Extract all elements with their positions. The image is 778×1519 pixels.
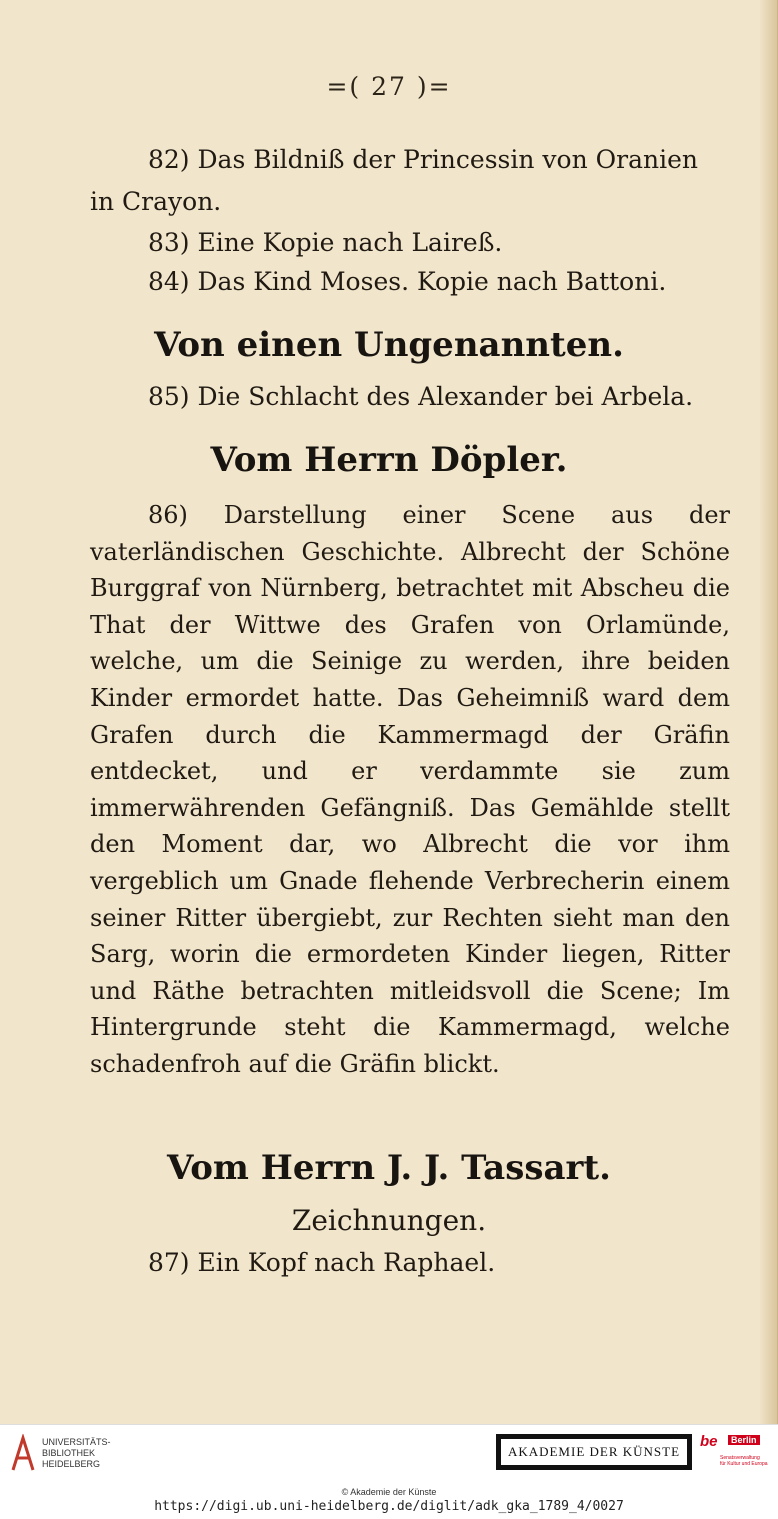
entry-87: 87) Ein Kopf nach Raphael.: [148, 1248, 496, 1277]
ub-line-2: BIBLIOTHEK: [42, 1448, 96, 1458]
entry-85: 85) Die Schlacht des Alexander bei Arbela.: [148, 382, 694, 411]
entry-82-line2: in Crayon.: [90, 187, 222, 216]
berlin-tag: Berlin: [728, 1435, 760, 1445]
entry-84: 84) Das Kind Moses. Kopie nach Battoni.: [148, 267, 667, 296]
ub-line-3: HEIDELBERG: [42, 1459, 101, 1469]
entry-86-paragraph: [90, 497, 730, 1083]
page-number-header: =( 27 )=: [326, 72, 452, 101]
source-url-link[interactable]: https://digi.ub.uni-heidelberg.de/diglit/adk_gka_1789_4/0027: [154, 1499, 624, 1514]
copyright-notice: © Akademie der Künste: [341, 1487, 437, 1497]
section-heading-ungenannten: Von einen Ungenannten.: [154, 325, 624, 365]
berlin-be-mark: be: [700, 1433, 718, 1450]
entry-83: 83) Eine Kopie nach Laireß.: [148, 228, 503, 257]
entry-82-line1: 82) Das Bildniß der Princessin von Oranien: [148, 145, 698, 174]
berlin-logo-link[interactable]: [700, 1433, 766, 1477]
entry-86-number: 86): [148, 501, 188, 529]
akademie-logo-text: AKADEMIE DER KÜNSTE: [500, 1438, 688, 1466]
university-library-logo-icon[interactable]: [10, 1434, 36, 1474]
berlin-sub-line-2: für Kultur und Europa: [720, 1461, 768, 1467]
section-heading-tassart: Vom Herrn J. J. Tassart.: [167, 1148, 611, 1188]
university-library-name: [42, 1437, 111, 1470]
section-heading-doepler: Vom Herrn Döpler.: [210, 440, 568, 480]
footer-logo-bar: [0, 1424, 778, 1483]
ub-line-1: UNIVERSITÄTS-: [42, 1437, 111, 1447]
subheading-zeichnungen: Zeichnungen.: [291, 1204, 487, 1237]
entry-86-text: Darstellung einer Scene aus der vaterländischen Geschichte. Albrecht der Schöne Burggraf von Nürnberg, betrachtet mit Abscheu die That der Wittwe des Grafen von Orlamünde, welche, um die Seinige zu werden, ihre beiden Kinder ermordet hatte. Das Geheimniß ward dem Grafen durch die Kammermagd der Gräfin entdecket, und er verdammte sie zum immerwährenden Gefängniß. Das Gemählde stellt den Moment dar, wo Albrecht die vor ihm vergeblich um Gnade flehende Verbrecherin einem seiner Ritter übergiebt, zur Rechten sieht man den Sarg, worin die ermordeten Kinder liegen, Ritter und Räthe betrachten mitleidsvoll die Scene; Im Hintergrunde steht die Kammermagd, welche schadenfroh auf die Gräfin blickt.: [90, 501, 730, 1078]
berlin-subtitle: [720, 1455, 768, 1467]
berlin-sub-line-1: Senatsverwaltung: [720, 1455, 760, 1461]
akademie-logo-link[interactable]: [496, 1434, 692, 1470]
